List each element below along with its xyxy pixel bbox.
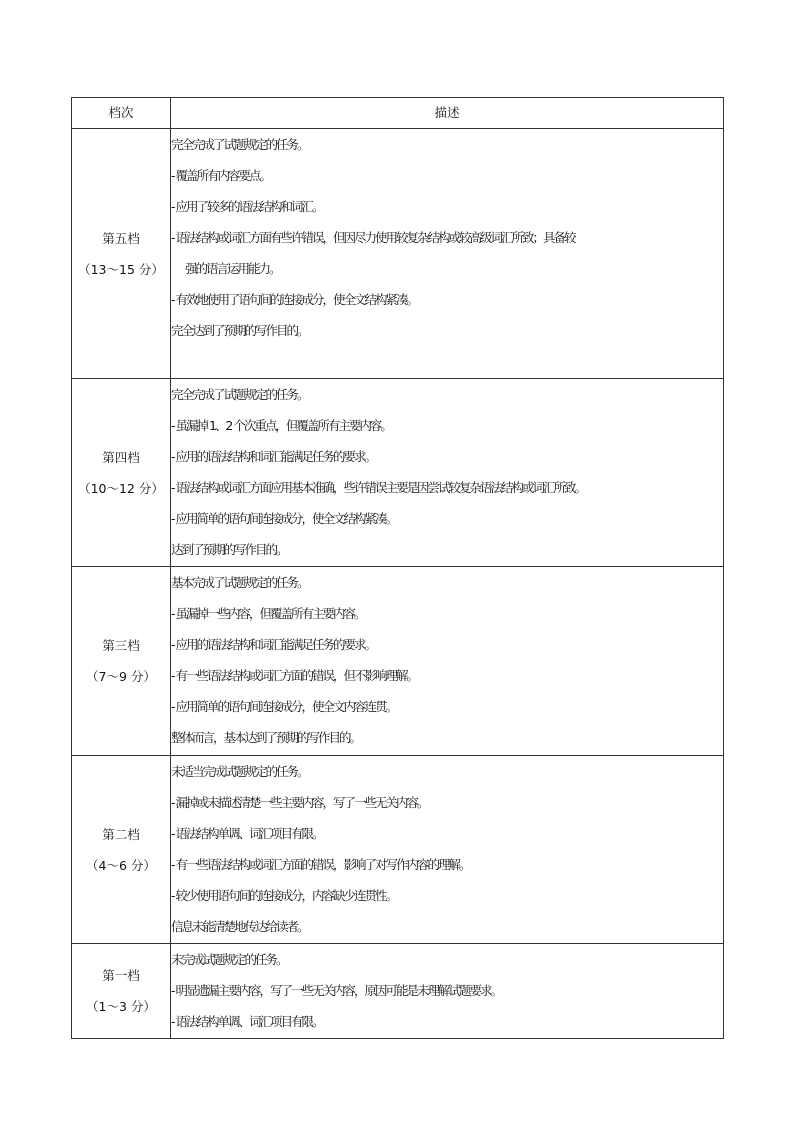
description-line: - 虽漏掉 1、2 个次重点，但覆盖所有主要内容。 xyxy=(171,418,391,433)
description-line: 基本完成了试题规定的任务。 xyxy=(171,575,308,590)
description-line: - 应用简单的语句间连接成分，使全文结构紧凑。 xyxy=(171,511,396,526)
table-header-row xyxy=(72,98,724,129)
scoring-rubric-table xyxy=(71,97,724,1039)
description-line: 整体而言，基本达到了预期的写作目的。 xyxy=(171,730,361,745)
description-line: - 有效地使用了语句间的连接成分，使全文结构紧凑。 xyxy=(171,292,417,307)
table-row xyxy=(72,944,724,1039)
description-line: - 语法结构单调、词汇项目有限。 xyxy=(171,826,323,841)
description-line: - 明显遗漏主要内容，写了一些无关内容，原因可能是未理解试题要求。 xyxy=(171,983,501,998)
description-line: 信息未能清楚地传达给读者。 xyxy=(171,919,308,934)
level-cell xyxy=(72,379,171,567)
level-score: （1～3 分） xyxy=(86,999,156,1014)
description-cell xyxy=(171,756,724,944)
level-name: 第三档 xyxy=(102,638,140,653)
description-line: - 虽漏掉一些内容，但覆盖所有主要内容。 xyxy=(171,606,365,621)
description-line: - 语法结构或词汇方面有些许错误，但因尽力使用较复杂结构或较高级词汇所致；具备较 xyxy=(171,230,575,245)
description-line: 强的语言运用能力。 xyxy=(185,261,280,276)
description-line: - 应用了较多的语法结构和词汇。 xyxy=(171,199,323,214)
level-cell xyxy=(72,129,171,379)
level-cell xyxy=(72,944,171,1039)
description-cell xyxy=(171,379,724,567)
description-cell xyxy=(171,129,724,379)
table-row xyxy=(72,129,724,379)
level-cell xyxy=(72,567,171,756)
description-cell xyxy=(171,944,724,1039)
table-row xyxy=(72,379,724,567)
level-name: 第二档 xyxy=(102,826,140,842)
description-line: - 应用的语法结构和词汇能满足任务的要求。 xyxy=(171,637,375,652)
table-row xyxy=(72,567,724,756)
level-name: 第五档 xyxy=(102,230,140,246)
level-name: 第四档 xyxy=(102,449,140,465)
level-score: （7～9 分） xyxy=(86,669,156,684)
description-line: - 应用的语法结构和词汇能满足任务的要求。 xyxy=(171,449,375,464)
description-line: 完全达到了预期的写作目的。 xyxy=(171,323,308,338)
description-line: - 较少使用语句间的连接成分，内容缺少连贯性。 xyxy=(171,888,396,903)
description-line: - 应用简单的语句间连接成分，使全文内容连贯。 xyxy=(171,699,396,714)
level-name: 第一档 xyxy=(102,968,140,983)
level-score: （10～12 分） xyxy=(78,480,164,496)
description-line: 未完成试题规定的任务。 xyxy=(171,952,287,967)
header-description: 描述 xyxy=(171,98,724,129)
description-line: - 覆盖所有内容要点。 xyxy=(171,168,270,183)
table-row xyxy=(72,756,724,944)
header-level: 档次 xyxy=(72,98,171,129)
description-line: 未适当完成试题规定的任务。 xyxy=(171,764,308,779)
description-line: 达到了预期的写作目的。 xyxy=(171,542,287,557)
description-line: - 有一些语法结构或词汇方面的错误，影响了对写作内容的理解。 xyxy=(171,857,470,872)
description-line: 完全完成了试题规定的任务。 xyxy=(171,387,308,402)
level-score: （13～15 分） xyxy=(78,261,164,277)
level-cell xyxy=(72,756,171,944)
level-score: （4～6 分） xyxy=(86,857,156,873)
description-line: - 语法结构或词汇方面应用基本准确，些许错误主要是因尝试较复杂语法结构或词汇所致。 xyxy=(171,480,585,495)
description-line: - 语法结构单调、词汇项目有限。 xyxy=(171,1014,323,1029)
description-cell xyxy=(171,567,724,756)
description-line: - 漏掉或未描述清楚一些主要内容，写了一些无关内容。 xyxy=(171,795,428,810)
description-line: 完全完成了试题规定的任务。 xyxy=(171,137,308,152)
description-line: - 有一些语法结构或词汇方面的错误，但不影响理解。 xyxy=(171,668,417,683)
